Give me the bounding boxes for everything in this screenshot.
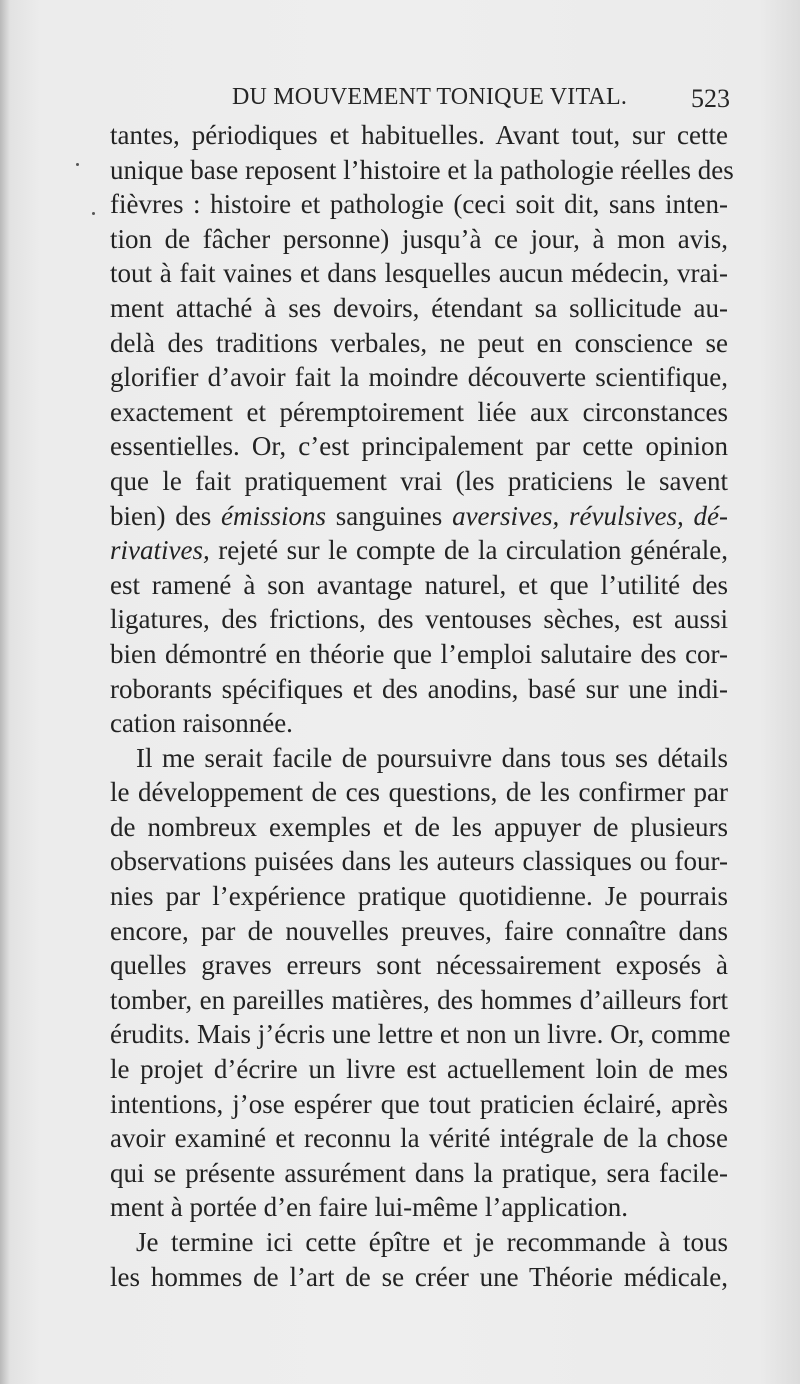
text-line: encore, par de nouvelles preuves, faire connaître dans bbox=[110, 915, 728, 946]
text-line: delà des traditions verbales, ne peut en conscience se bbox=[110, 327, 728, 358]
text-line: ligatures, des frictions, des ventouses sèches, est aussi bbox=[110, 604, 728, 635]
text-line: quelles graves erreurs sont nécessairement exposés à bbox=[110, 950, 728, 981]
body-text bbox=[110, 118, 734, 1294]
print-speck bbox=[92, 212, 95, 215]
text-line: le développement de ces questions, de les confirmer par bbox=[110, 777, 728, 808]
text-line: le projet d’écrire un livre est actuellement loin de mes bbox=[110, 1054, 728, 1085]
text-line: qui se présente assurément dans la pratique, sera facile- bbox=[110, 1157, 728, 1188]
text-line: observations puisées dans les auteurs classiques ou four- bbox=[110, 846, 728, 877]
text-line: que le fait pratiquement vrai (les praticiens le savent bbox=[110, 465, 728, 496]
page-number: 523 bbox=[691, 84, 730, 113]
text-line-mixed bbox=[110, 499, 728, 534]
text-line: Il me serait facile de poursuivre dans tous ses détails bbox=[136, 742, 728, 773]
text-line: glorifier d’avoir fait la moindre découverte scientifique, bbox=[110, 362, 728, 393]
text-line-mixed bbox=[110, 533, 728, 568]
text-line: ment attaché à ses devoirs, étendant sa sollicitude au- bbox=[110, 292, 728, 323]
text-line: érudits. Mais j’écris une lettre et non un livre. Or, comme bbox=[110, 1019, 731, 1050]
print-speck bbox=[76, 163, 79, 166]
text-line: tion de fâcher personne) jusqu’à ce jour, à mon avis, bbox=[110, 223, 728, 254]
text-line: les hommes de l’art de se créer une Théorie médicale, bbox=[110, 1261, 728, 1292]
text-line: fièvres : histoire et pathologie (ceci soit dit, sans inten- bbox=[110, 189, 728, 220]
text-line: exactement et péremptoirement liée aux circonstances bbox=[110, 396, 728, 427]
text-line: tantes, périodiques et habituelles. Avant tout, sur cette bbox=[110, 120, 728, 150]
running-title: DU MOUVEMENT TONIQUE VITAL. bbox=[232, 84, 628, 110]
text-line: roborants spécifiques et des anodins, basé sur une indi- bbox=[110, 673, 728, 704]
text-segment: sanguines bbox=[326, 500, 453, 531]
running-head bbox=[110, 84, 730, 116]
text-line: avoir examiné et reconnu la vérité intégrale de la chose bbox=[110, 1123, 728, 1154]
text-line: ment à portée d’en faire lui-même l’application. bbox=[110, 1192, 629, 1223]
text-line: intentions, j’ose espérer que tout praticien éclairé, après bbox=[110, 1088, 728, 1119]
text-line: bien démontré en théorie que l’emploi salutaire des cor- bbox=[110, 638, 728, 669]
text-line: tout à fait vaines et dans lesquelles aucun médecin, vrai- bbox=[110, 258, 728, 289]
text-line: nies par l’expérience pratique quotidienne. Je pourrais bbox=[110, 881, 728, 912]
italic-term: aversives, révulsives, dé- bbox=[452, 500, 728, 531]
text-segment: bien) des bbox=[110, 500, 222, 531]
text-line: cation raisonnée. bbox=[110, 708, 293, 739]
text-line: Je termine ici cette épître et je recommande à tous bbox=[136, 1227, 728, 1257]
text-line: tomber, en pareilles matières, des hommes d’ailleurs fort bbox=[110, 984, 728, 1015]
text-segment: rejeté sur le compte de la circulation générale, bbox=[209, 535, 728, 566]
text-line: est ramené à son avantage naturel, et que l’utilité des bbox=[110, 569, 728, 600]
italic-term: rivatives, bbox=[110, 535, 210, 566]
italic-term: émissions bbox=[221, 500, 327, 531]
text-line: de nombreux exemples et de les appuyer de plusieurs bbox=[110, 811, 728, 842]
text-line: unique base reposent l’histoire et la pathologie réelles des bbox=[110, 154, 734, 185]
text-line: essentielles. Or, c’est principalement par cette opinion bbox=[110, 431, 728, 462]
